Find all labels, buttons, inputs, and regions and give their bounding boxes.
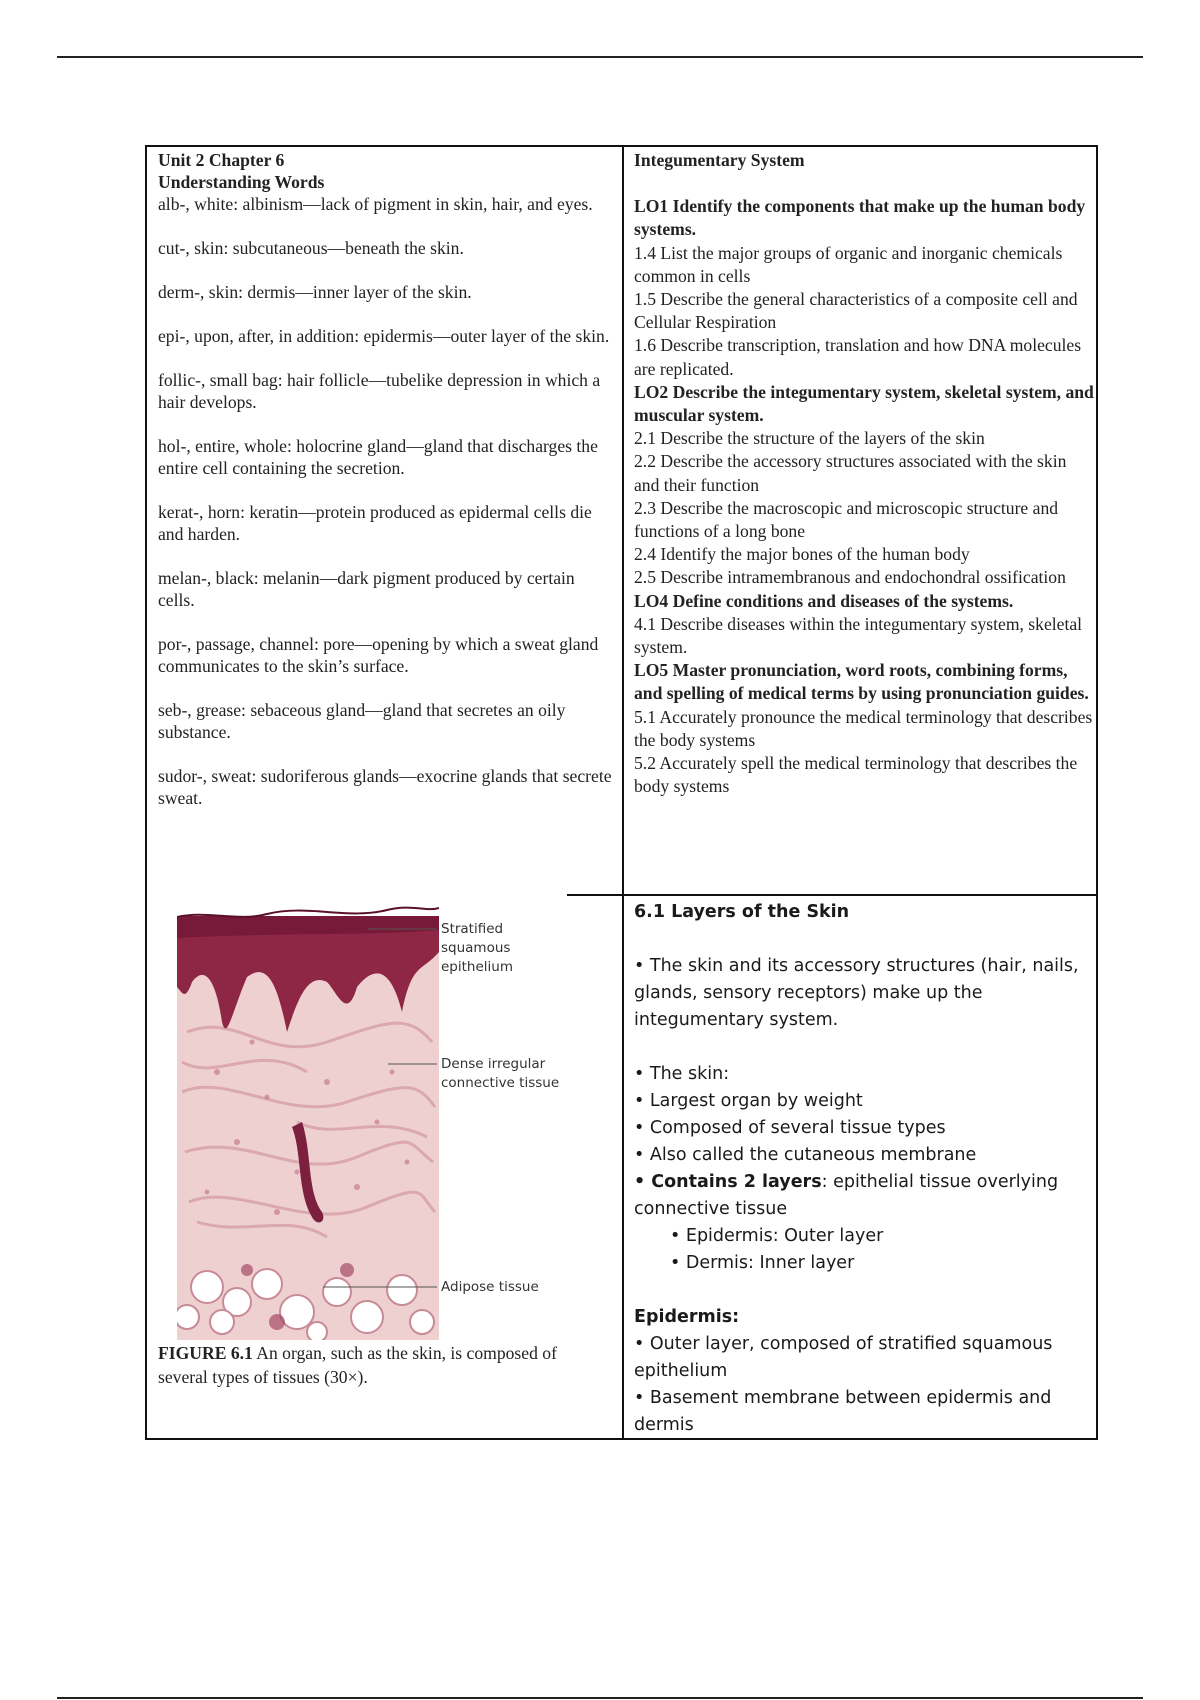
footer-rule [57,1697,1143,1699]
contains-layers-bold: • Contains 2 layers [634,1172,822,1192]
content-table [145,145,1098,1440]
lo2-heading: LO2 Describe the integumentary system, skeletal system, and muscular system. [634,381,1094,426]
word-entry: sudor-, sweat: sudoriferous glands—exocrine glands that secrete sweat. [158,766,612,808]
integumentary-title: Integumentary System [634,150,805,170]
layer-item: • Epidermis: Outer layer [670,1226,884,1246]
word-entry: cut-, skin: subcutaneous—beneath the skin. [158,238,464,258]
column-divider [622,147,624,1438]
lo5-heading: LO5 Master pronunciation, word roots, combining forms, and spelling of medical terms by using pronunciation guides. [634,660,1089,704]
understanding-words-heading: Understanding Words [158,172,325,192]
word-entry: alb-, white: albinism—lack of pigment in skin, hair, and eyes. [158,194,593,214]
section-title: 6.1 Layers of the Skin [634,902,850,922]
objectives-cell [634,149,1094,798]
epidermis-heading: Epidermis: [634,1307,740,1327]
objective-item: 2.2 Describe the accessory structures associated with the skin and their function [634,451,1067,495]
word-list [158,193,613,809]
figure-cell [158,892,613,1387]
objective-item: 5.2 Accurately spell the medical terminology that describes the body systems [634,753,1078,797]
contains-layers-text: : epithelial tissue overlying connective tissue [634,1172,1059,1219]
dense-connective-label: Dense irregular connective tissue [441,1056,560,1091]
word-entry: melan-, black: melanin—dark pigment produced by certain cells. [158,568,575,610]
skin-layers-cell [634,899,1094,1439]
objective-item: 2.4 Identify the major bones of the human body [634,544,970,565]
skin-point: • Largest organ by weight [634,1091,863,1111]
epidermis-point: • Outer layer, composed of stratified squamous epithelium [634,1334,1053,1381]
word-entry: epi-, upon, after, in addition: epidermis—outer layer of the skin. [158,326,610,346]
word-entry: kerat-, horn: keratin—protein produced as epidermal cells die and harden. [158,502,592,544]
word-entry: derm-, skin: dermis—inner layer of the skin. [158,282,472,302]
layer-item: • Dermis: Inner layer [670,1253,855,1273]
objective-item: 2.1 Describe the structure of the layers of the skin [634,428,985,449]
objective-item: 1.4 List the major groups of organic and inorganic chemicals common in cells [634,242,1063,286]
figure-number: FIGURE 6.1 [158,1343,253,1363]
word-entry: hol-, entire, whole: holocrine gland—gland that discharges the entire cell containing the secretion. [158,436,598,478]
figure-caption [158,1341,598,1389]
word-entry: seb-, grease: sebaceous gland—gland that secretes an oily substance. [158,700,566,742]
objective-item: 2.3 Describe the macroscopic and microscopic structure and functions of a long bone [634,497,1059,542]
understanding-words-cell [158,149,613,809]
lo1-heading: LO1 Identify the components that make up the human body systems. [634,196,1086,240]
objective-item: 5.1 Accurately pronounce the medical terminology that describes the body systems [634,706,1093,750]
lo4-heading: LO4 Define conditions and diseases of the systems. [634,590,1014,611]
objective-item: 2.5 Describe intramembranous and endochondral ossification [634,567,1066,588]
skin-point: • Composed of several tissue types [634,1118,946,1138]
header-rule [57,56,1143,58]
row-divider-right [622,894,1096,896]
adipose-tissue-label: Adipose tissue [441,1279,539,1295]
skin-label: • The skin: [634,1064,730,1084]
stratified-squamous-label: Stratified squamous epithelium [441,921,513,975]
word-entry: por-, passage, channel: pore—opening by which a sweat gland communicates to the skin’s surface. [158,634,599,676]
skin-point: • Also called the cutaneous membrane [634,1145,977,1165]
epidermis-point: • Basement membrane between epidermis and dermis [634,1388,1052,1435]
contains-layers-point [634,1169,1094,1223]
unit-heading: Unit 2 Chapter 6 [158,150,285,170]
objective-item: 1.6 Describe transcription, translation and how DNA molecules are replicated. [634,335,1082,379]
word-entry: follic-, small bag: hair follicle—tubelike depression in which a hair develops. [158,370,601,412]
objective-item: 4.1 Describe diseases within the integumentary system, skeletal system. [634,613,1083,658]
intro-paragraph: • The skin and its accessory structures (hair, nails, glands, sensory receptors) make up the integumentary system. [634,956,1079,1030]
figure-caption-text: An organ, such as the skin, is composed of several types of tissues (30×). [158,1343,557,1387]
objective-item: 1.5 Describe the general characteristics of a composite cell and Cellular Respiration [634,289,1078,333]
figure-area [158,892,613,1387]
